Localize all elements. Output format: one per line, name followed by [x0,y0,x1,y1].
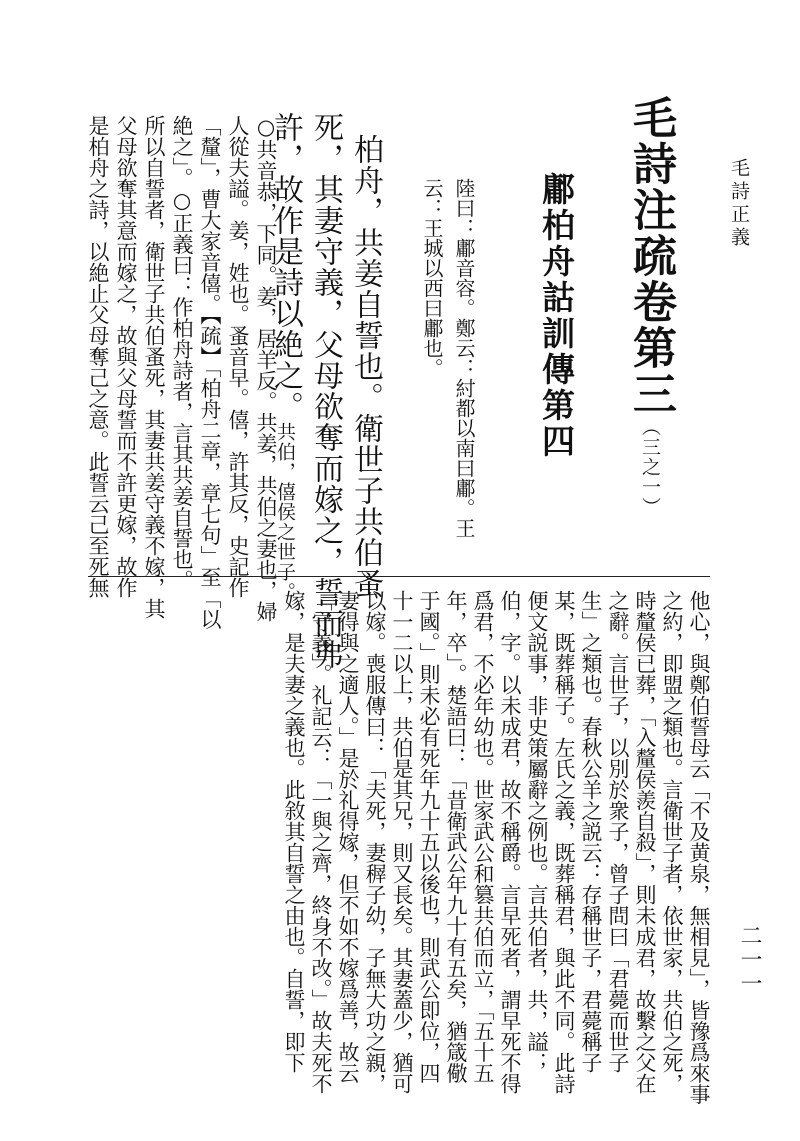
lower-commentary-line: 爲君，不必年幼也。世家武公和篡共伯而立，「五十五 [471,590,495,1084]
lower-commentary-line: 十一二以上，共伯是其兄，則又長矣。其妻蓋少，猶可 [390,590,414,1094]
title-notes [416,178,480,568]
lower-commentary-line: 「守義」。礼記云：「一與之齊，終身不改。」故夫死不 [309,590,333,1094]
title-note-line: 云：王城以西曰鄘也。 [420,178,444,378]
lower-commentary-line: 嫁，是夫妻之義也。此敘其自誓之由也。自誓，即下 [282,590,306,1073]
page-number: 二一一 [737,924,762,996]
lower-commentary-line: 以嫁。喪服傳曰：「夫死，妻稺子幼，子無大功之親， [363,590,387,1094]
running-head: 毛詩正義 [728,158,750,250]
section-divider [88,576,710,577]
lower-commentary-line: 妻得與之適人。」是於礼得嫁，但不如不嫁爲善，故云 [336,590,360,1084]
verse-note: 共伯，僖侯之世子。 [274,422,296,602]
chapter-title: 鄘柏舟詁訓傳第四 [537,172,576,460]
volume-title-text: 毛詩注疏卷第三 [625,95,676,417]
lower-commentary-line: 伯，字。以未成君，故不稱爵。言早死者，謂早死不得 [498,590,522,1094]
commentary-line: 是柏舟之詩，以絶止父母奪己之意。此誓云己至死無 [86,115,110,598]
commentary-line: 人從夫謚。姜，姓也。蚤音早。僖，許其反，史記作 [226,115,250,598]
commentary-line: ○共音恭，下同。姜，居羊反。共姜，共伯之妻也，婦 [254,115,278,622]
commentary-line: 「釐」，曹大家音僖。【疏】「柏舟二章，章七句」至「以 [198,115,222,630]
lower-commentary [280,590,712,1105]
lower-commentary-line: 時釐侯已葬，「入釐侯羨自殺」，則未成君，故繫之父在 [633,590,657,1094]
commentary [84,115,280,630]
lower-commentary-line: 便文説事，非史策屬辭之例也。言共伯者，共，謚； [525,590,549,1073]
lower-commentary-line: 生」之類也。春秋公羊之説云：存稱世子，君薨稱子 [579,590,603,1073]
volume-title [625,95,676,517]
lower-commentary-line: 之辭。言世子，以別於衆子，曾子問曰「君薨而世子 [606,590,630,1073]
verse-line-text: 許，故作是詩以絶之。 [268,112,303,422]
lower-commentary-line: 他心，與鄭伯誓母云「不及黄泉，無相見」，皆豫爲來事 [687,590,711,1105]
volume-subnumber: （三之一） [639,417,661,517]
commentary-line: 絶之」。○正義曰：作柏舟詩者，言其共姜自誓也。 [170,115,194,591]
title-note-line: 陸曰：鄘音容。鄭云：紂都以南曰鄘。王 [452,178,476,538]
lower-commentary-line: 年，卒」。楚語曰：「昔衛武公年九十有五矣，猶箴儆 [444,590,468,1084]
lower-commentary-line: 某，既葬稱子。左氏之義，既葬稱君，與此不同。此詩 [552,590,576,1094]
commentary-line: 父母欲奪其意而嫁之，故與父母誓而不許更嫁，故作 [114,115,138,598]
verse-line: 死，其妻守義，父母欲奪而嫁之，誓而弗 [308,112,343,670]
lower-commentary-line: 于國。」則未必有死年九十五以後也，則武公即位，四 [417,590,441,1084]
verse-line: 柏舟，共姜自誓也。衛世子共伯蚤 [348,134,383,599]
lower-commentary-line: 之約，即盟之類也。言衛世子者，依世家，共伯之死， [660,590,684,1094]
commentary-line: 所以自誓者，衛世子共伯蚤死，其妻共姜守義不嫁，其 [142,115,166,619]
